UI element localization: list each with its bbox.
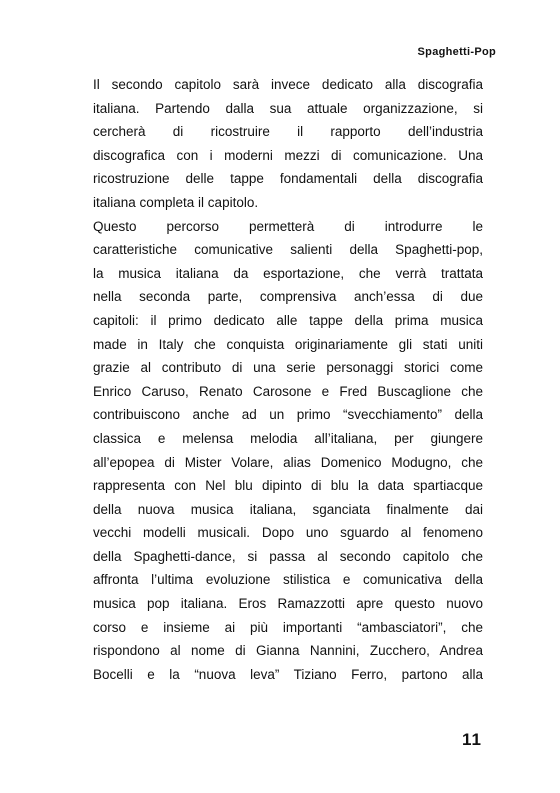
text-line: della Spaghetti-dance, si passa al secondo capitolo che (93, 548, 483, 564)
text-line: italiana completa il capitolo. (93, 194, 259, 210)
text-line: vecchi modelli musicali. Dopo uno sguardo al fenomeno (93, 525, 483, 541)
text-line: grazie al contributo di una serie personaggi storici come (93, 360, 483, 376)
text-line: nella seconda parte, comprensiva anch’essa di due (93, 289, 483, 305)
text-line: classica e melensa melodia all’italiana, per giungere (93, 430, 483, 446)
text-line: musica pop italiana. Eros Ramazzotti apre questo nuovo (93, 596, 483, 612)
text-line: Bocelli e la “nuova leva” Tiziano Ferro, partono alla (93, 666, 483, 682)
text-line: la musica italiana da esportazione, che verrà trattata (93, 265, 483, 281)
text-line: della nuova musica italiana, sganciata finalmente dai (93, 501, 483, 517)
running-header: Spaghetti-Pop (417, 46, 496, 58)
page-number: 11 (462, 730, 482, 749)
text-line: all’epopea di Mister Volare, alias Domenico Modugno, che (93, 454, 483, 470)
text-line: capitoli: il primo dedicato alle tappe della prima musica (93, 312, 483, 328)
text-line: cercherà di ricostruire il rapporto dell’industria (93, 124, 483, 140)
text-line: italiana. Partendo dalla sua attuale organizzazione, si (93, 100, 483, 116)
body-text (93, 73, 483, 686)
text-line: made in Italy che conquista originariamente gli stati uniti (93, 336, 483, 352)
text-line: Il secondo capitolo sarà invece dedicato alla discografia (93, 77, 483, 92)
text-line: affronta l’ultima evoluzione stilistica e comunicativa della (93, 572, 483, 588)
text-line: caratteristiche comunicative salienti della Spaghetti-pop, (93, 242, 483, 258)
text-line: rispondono al nome di Gianna Nannini, Zucchero, Andrea (93, 643, 483, 659)
text-line: contribuiscono anche ad un primo “svecchiamento” della (93, 407, 483, 423)
text-line: discografica con i moderni mezzi di comunicazione. Una (93, 147, 483, 163)
text-line: rappresenta con Nel blu dipinto di blu la data spartiacque (93, 478, 483, 494)
text-line: corso e insieme ai più importanti “ambasciatori”, che (93, 619, 483, 635)
text-line: ricostruzione delle tappe fondamentali della discografia (93, 171, 483, 187)
text-line: Questo percorso permetterà di introdurre le (93, 218, 483, 234)
text-line: Enrico Caruso, Renato Carosone e Fred Buscaglione che (93, 383, 483, 399)
